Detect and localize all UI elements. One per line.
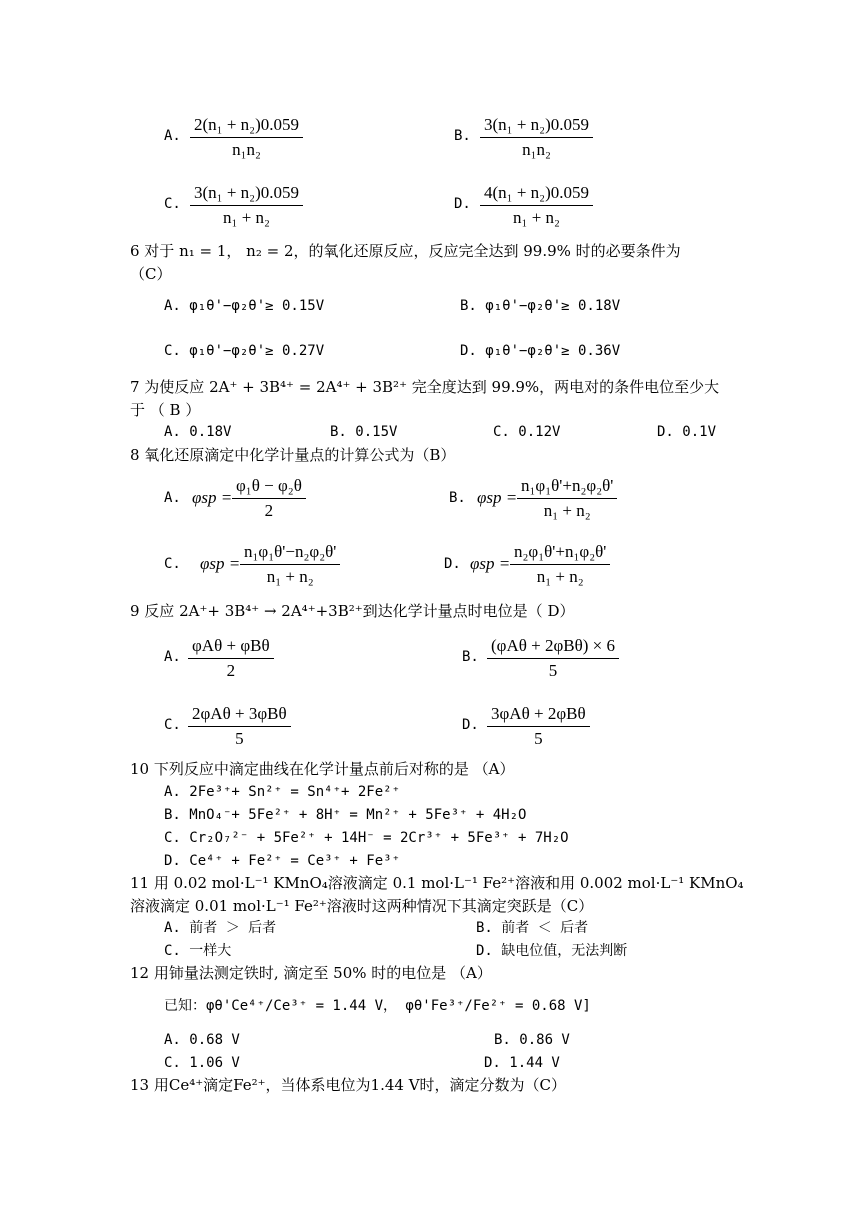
q5-option-b-label: B. (454, 128, 471, 144)
q9-option-c-fraction (188, 704, 291, 749)
q5-a-denominator: n₁n₂ (232, 140, 261, 159)
q8-option-d-lhs: φsp = (470, 554, 511, 573)
q8-option-d-label: D. (444, 556, 461, 572)
q13-stem: 13 用Ce⁴⁺滴定Fe²⁺，当体系电位为1.44 V时，滴定分数为（C） (130, 1076, 567, 1094)
q9-option-d-label: D. (462, 717, 479, 733)
q9-option-b-fraction (487, 636, 619, 681)
q5-c-denominator: n₁ + n₂ (223, 208, 270, 227)
q5-c-numerator: 3(n₁ + n₂)0.059 (190, 183, 303, 206)
q9-option-b-label: B. (462, 649, 479, 665)
q5-option-b-fraction (480, 115, 593, 160)
q7-option-d: D. 0.1V (657, 424, 717, 440)
q8-c-numerator: n₁φ₁θ'−n₂φ₂θ' (240, 542, 340, 565)
q12-option-b: B. 0.86 V (494, 1032, 570, 1048)
q10-option-d: D. Ce⁴⁺ + Fe²⁺ = Ce³⁺ + Fe³⁺ (164, 853, 401, 869)
q12-option-d: D. 1.44 V (484, 1055, 560, 1071)
q10-stem: 10 下列反应中滴定曲线在化学计量点前后对称的是 （A） (130, 760, 515, 778)
q10-option-a: A. 2Fe³⁺+ Sn²⁺ = Sn⁴⁺+ 2Fe²⁺ (164, 784, 401, 800)
q6-stem-line1: 6 对于 n₁ = 1， n₂ = 2，的氧化还原反应，反应完全达到 99.9% 时的必要条件为 (130, 242, 681, 260)
q8-option-b-lhs: φsp = (477, 488, 518, 507)
q9-option-a-fraction (188, 636, 274, 681)
q9-c-denominator: 5 (235, 729, 244, 748)
q9-d-numerator: 3φAθ + 2φBθ (487, 704, 590, 727)
q9-c-numerator: 2φAθ + 3φBθ (188, 704, 291, 727)
q8-option-a-lhs: φsp = (192, 488, 233, 507)
q8-option-d-fraction (510, 542, 610, 587)
q6-option-d: D. φ₁θ'−φ₂θ'≥ 0.36V (460, 343, 621, 359)
q11-option-d: D. 缺电位值，无法判断 (476, 943, 628, 959)
q5-d-numerator: 4(n₁ + n₂)0.059 (480, 183, 593, 206)
q9-d-denominator: 5 (534, 729, 543, 748)
q8-option-c-label: C. (164, 556, 181, 572)
q8-c-denominator: n₁ + n₂ (266, 567, 314, 586)
q6-option-b: B. φ₁θ'−φ₂θ'≥ 0.18V (460, 298, 621, 314)
q8-a-numerator: φ₁θ − φ₂θ (232, 476, 306, 499)
q5-b-denominator: n₁n₂ (522, 140, 551, 159)
q12-given: 已知：φθ'Ce⁴⁺/Ce³⁺ = 1.44 V， φθ'Fe³⁺/Fe²⁺ = 0.68 V] (164, 998, 591, 1014)
q8-b-numerator: n₁φ₁θ'+n₂φ₂θ' (517, 476, 617, 499)
q9-option-c-label: C. (164, 717, 181, 733)
q6-option-a: A. φ₁θ'−φ₂θ'≥ 0.15V (164, 298, 325, 314)
q12-option-a: A. 0.68 V (164, 1032, 240, 1048)
q11-stem-line2: 溶液滴定 0.01 mol·L⁻¹ Fe²⁺溶液时这两种情况下其滴定突跃是（C） (130, 897, 594, 915)
q5-option-a-label: A. (164, 128, 181, 144)
q5-option-c-label: C. (164, 196, 181, 212)
q9-option-d-fraction (487, 704, 590, 749)
q10-option-b: B. MnO₄⁻+ 5Fe²⁺ + 8H⁺ = Mn²⁺ + 5Fe³⁺ + 4H₂O (164, 807, 527, 823)
q7-option-a: A. 0.18V (164, 424, 232, 440)
q8-option-a-fraction (232, 476, 306, 521)
q8-option-c-fraction (240, 542, 340, 587)
q6-option-c: C. φ₁θ'−φ₂θ'≥ 0.27V (164, 343, 325, 359)
q9-option-a-label: A. (164, 649, 181, 665)
q5-option-c-fraction (190, 183, 303, 228)
q7-option-b: B. 0.15V (330, 424, 398, 440)
q12-option-c: C. 1.06 V (164, 1055, 240, 1071)
q5-option-d-label: D. (454, 196, 471, 212)
q9-b-denominator: 5 (548, 661, 558, 680)
q5-option-d-fraction (480, 183, 593, 228)
q8-d-denominator: n₁ + n₂ (536, 567, 584, 586)
q12-stem: 12 用铈量法测定铁时, 滴定至 50% 时的电位是 （A） (130, 964, 492, 982)
q9-a-numerator: φAθ + φBθ (188, 636, 274, 659)
q8-option-a-label: A. (164, 490, 181, 506)
q11-option-c: C. 一样大 (164, 943, 232, 959)
q9-b-numerator: (φAθ + 2φBθ) × 6 (487, 636, 619, 659)
q6-stem-line2: （C） (130, 265, 172, 283)
q8-a-denominator: 2 (264, 501, 274, 520)
q11-option-b: B. 前者 ＜ 后者 (476, 920, 589, 936)
q5-option-a-fraction (190, 115, 303, 160)
q8-option-c-lhs: φsp = (200, 554, 241, 573)
q8-stem: 8 氧化还原滴定中化学计量点的计算公式为（B） (130, 446, 456, 464)
q7-option-c: C. 0.12V (493, 424, 561, 440)
q10-option-c: C. Cr₂O₇²⁻ + 5Fe²⁺ + 14H⁻ = 2Cr³⁺ + 5Fe³⁺ + 7H₂O (164, 830, 569, 846)
q8-b-denominator: n₁ + n₂ (543, 501, 591, 520)
q5-a-numerator: 2(n₁ + n₂)0.059 (190, 115, 303, 138)
q8-d-numerator: n₂φ₁θ'+n₁φ₂θ' (510, 542, 610, 565)
q11-option-a: A. 前者 ＞ 后者 (164, 920, 277, 936)
q9-a-denominator: 2 (226, 661, 236, 680)
q8-option-b-label: B. (449, 490, 466, 506)
q9-stem: 9 反应 2A⁺+ 3B⁴⁺ → 2A⁴⁺+3B²⁺到达化学计量点时电位是（ D） (130, 602, 575, 620)
q11-stem-line1: 11 用 0.02 mol·L⁻¹ KMnO₄溶液滴定 0.1 mol·L⁻¹ Fe²⁺溶液和用 0.002 mol·L⁻¹ KMnO₄ (130, 874, 744, 892)
q5-b-numerator: 3(n₁ + n₂)0.059 (480, 115, 593, 138)
q5-d-denominator: n₁ + n₂ (513, 208, 560, 227)
q7-stem-line2: 于 （ B ） (130, 401, 201, 419)
q7-stem-line1: 7 为使反应 2A⁺ + 3B⁴⁺ = 2A⁴⁺ + 3B²⁺ 完全度达到 99.9%，两电对的条件电位至少大 (130, 378, 720, 396)
q8-option-b-fraction (517, 476, 617, 521)
